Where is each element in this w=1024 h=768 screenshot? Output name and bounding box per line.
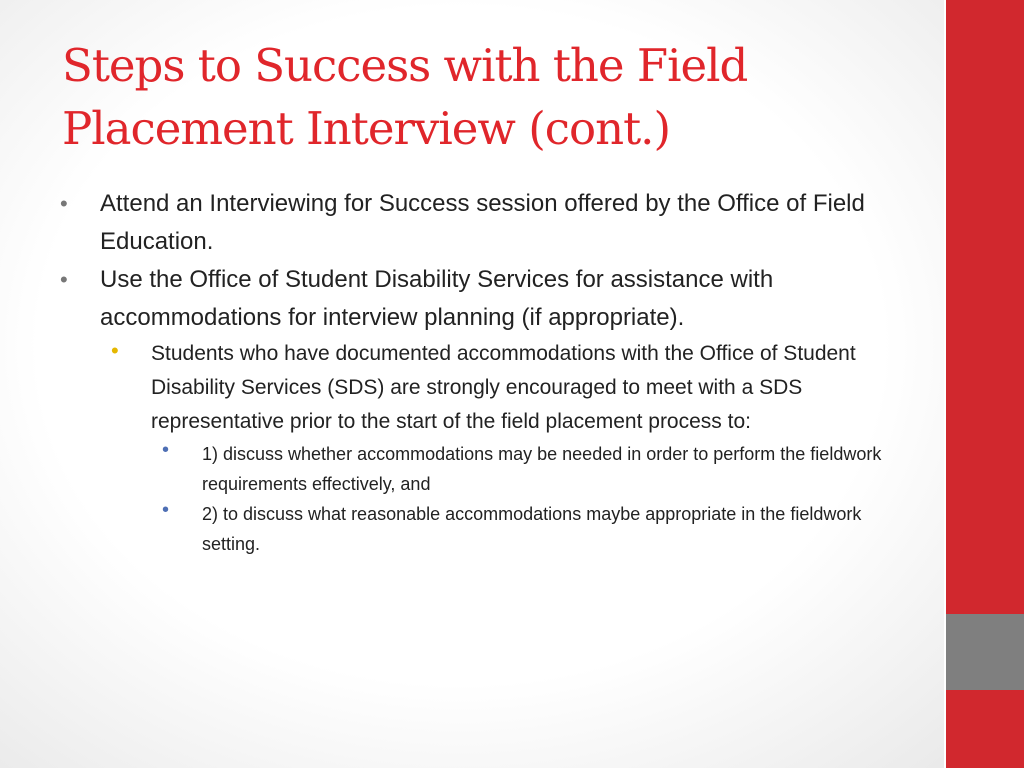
sub-sub-bullet-dot-icon: • xyxy=(162,499,170,521)
bullet-dot-icon: • xyxy=(60,267,68,292)
bullet-item xyxy=(60,261,890,337)
slide-title: Steps to Success with the Field Placement Interview (cont.) xyxy=(62,39,748,155)
sub-sub-bullet-dot-icon: • xyxy=(162,439,170,461)
bullet-text: Attend an Interviewing for Success session offered by the Office of Field Education. xyxy=(100,190,865,255)
sub-sub-bullet-text: 2) to discuss what reasonable accommodations maybe appropriate in the fieldwork setting. xyxy=(202,504,862,554)
side-bar-red-bottom xyxy=(946,690,1024,768)
sub-bullet-text: Students who have documented accommodations with the Office of Student Disability Services (SDS) are strongly encouraged to meet with a SDS representative prior to the start of the field placement process to: xyxy=(151,342,856,433)
bullet-item xyxy=(60,185,890,261)
bullet-dot-icon: • xyxy=(60,191,68,216)
sub-bullet-dot-icon: • xyxy=(111,338,119,363)
sub-sub-bullet-item xyxy=(162,499,882,559)
sub-bullet-item xyxy=(111,337,896,439)
side-bar-red-top xyxy=(946,0,1024,614)
side-bar-gray-middle xyxy=(946,614,1024,690)
sub-sub-bullet-item xyxy=(162,439,882,499)
bullet-text: Use the Office of Student Disability Services for assistance with accommodations for interview planning (if appropriate). xyxy=(100,266,774,331)
sub-sub-bullet-text: 1) discuss whether accommodations may be needed in order to perform the fieldwork requirements effectively, and xyxy=(202,444,882,494)
slide-body xyxy=(0,185,940,559)
side-accent-bar xyxy=(946,0,1024,768)
